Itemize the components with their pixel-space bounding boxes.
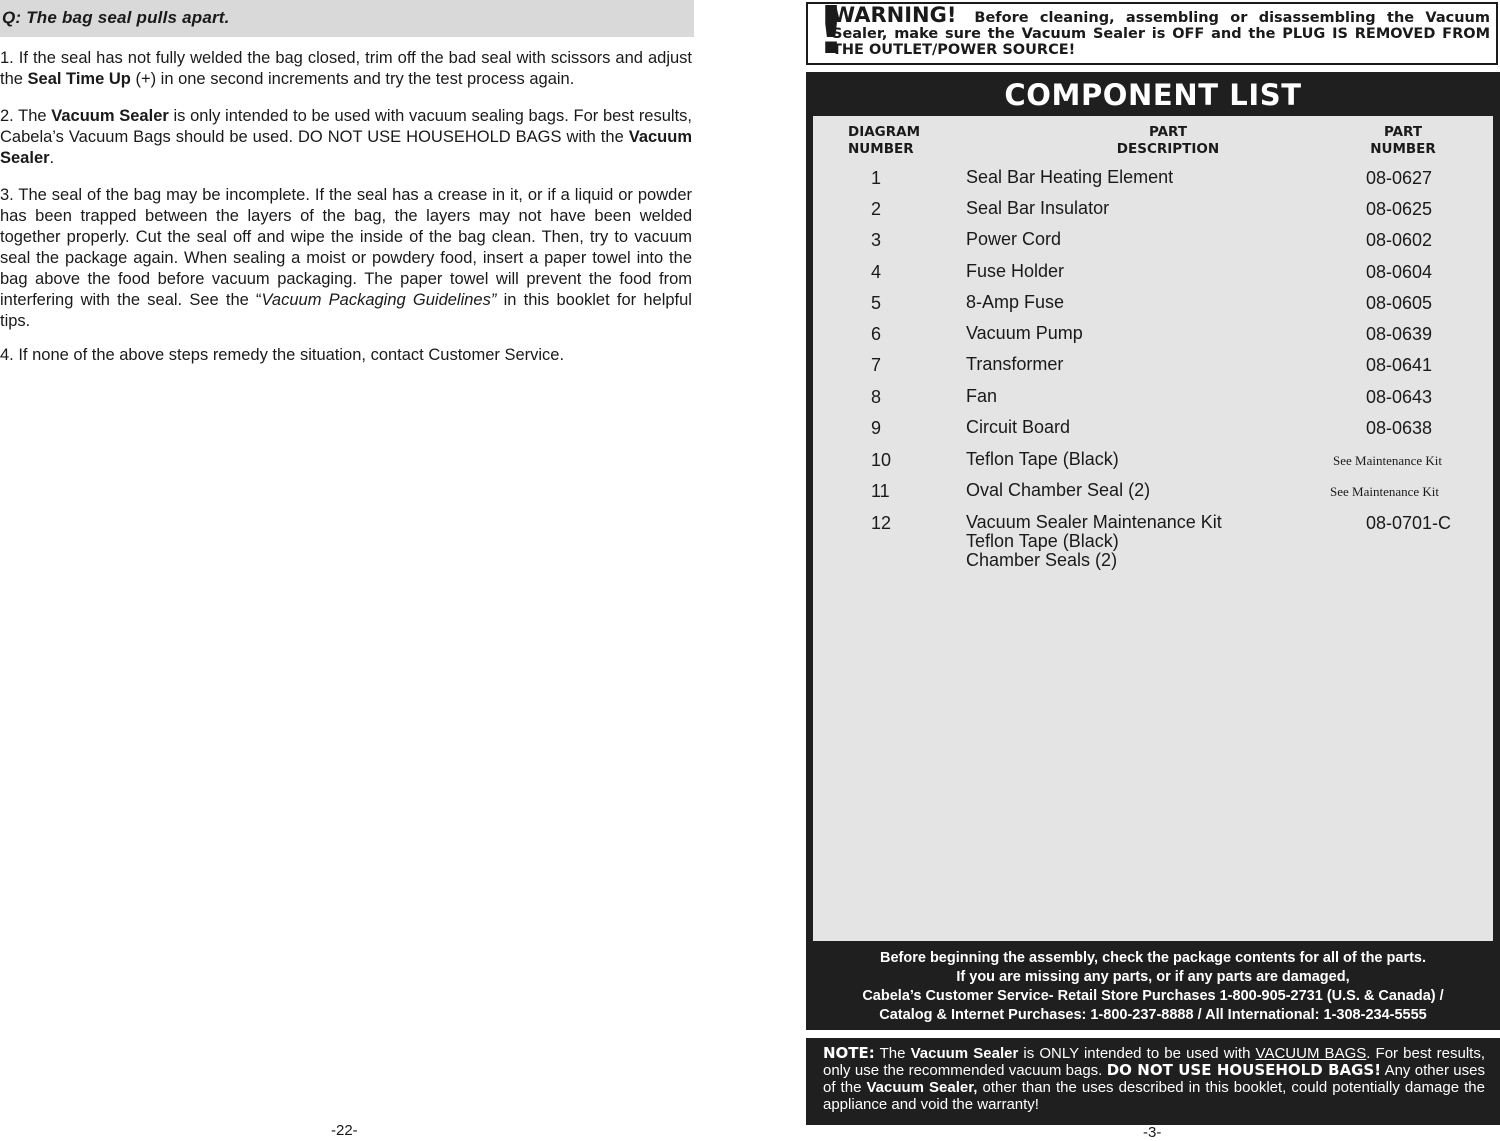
row-number: 6 bbox=[871, 324, 882, 344]
footer-line-4: Catalog & Internet Purchases: 1-800-237-8888 / All International: 1-308-234-5555 bbox=[879, 1007, 1427, 1023]
row-description: Vacuum Pump bbox=[966, 323, 1083, 343]
table-row bbox=[813, 512, 1493, 570]
p2-text-e: . bbox=[49, 149, 55, 167]
row-description-line2: Teflon Tape (Black) bbox=[966, 531, 1119, 551]
row-part-number: 08-0639 bbox=[1366, 324, 1433, 344]
paragraph-1 bbox=[0, 48, 692, 90]
row-description: Seal Bar Insulator bbox=[966, 198, 1110, 218]
component-table bbox=[813, 116, 1493, 941]
row-number: 8 bbox=[871, 387, 882, 407]
row-description: Fuse Holder bbox=[966, 261, 1065, 281]
p3-text-a: 3. The seal of the bag may be incomplete. If the seal has a crease in it, or if a liquid or powder has been trapped between the layers of the bag, the layers may not have been welded together properly. Cut the seal off and wipe the inside of the bag clean. Then, try to vacuum seal the package again. When sealing a moist or powdery food, insert a paper towel into the bag above the food before vacuum packaging. The paper towel will prevent the food from interfering with the seal. See the “ bbox=[0, 186, 692, 309]
row-description: Transformer bbox=[966, 354, 1064, 374]
row-part-number: 08-0602 bbox=[1366, 230, 1433, 250]
component-list-footer bbox=[806, 949, 1500, 1025]
table-row bbox=[813, 230, 1493, 250]
row-description: Oval Chamber Seal (2) bbox=[966, 480, 1151, 500]
row-number: 2 bbox=[871, 199, 882, 219]
header-part-line1: PART bbox=[1383, 124, 1423, 140]
header-diagram-line1: DIAGRAM bbox=[848, 124, 921, 140]
p2-text-c: is only intended to be used with vacuum sealing bags. For best results, Cabela’s Vacuum Bags should be used. DO NOT USE HOUSEHOLD BAGS with the bbox=[0, 107, 692, 146]
p2-bold-1: Vacuum Sealer bbox=[51, 107, 169, 125]
row-description: 8-Amp Fuse bbox=[966, 292, 1065, 312]
row-part-number: 08-0638 bbox=[1366, 418, 1433, 438]
note-t7: Any other uses of the bbox=[823, 1062, 1485, 1096]
row-part-number: See Maintenance Kit bbox=[1333, 453, 1443, 468]
row-part-number: 08-0643 bbox=[1366, 387, 1433, 407]
header-desc-line1: PART bbox=[1148, 124, 1188, 140]
component-list-title: COMPONENT LIST bbox=[1004, 78, 1302, 112]
row-part-number: 08-0641 bbox=[1366, 355, 1433, 375]
warning-box bbox=[806, 0, 1498, 69]
table-row bbox=[813, 355, 1493, 375]
exclamation-icon: ! bbox=[816, 0, 847, 69]
row-description-line1: Vacuum Sealer Maintenance Kit bbox=[966, 512, 1222, 532]
table-row bbox=[813, 324, 1493, 344]
note-t2: Vacuum Sealer bbox=[910, 1045, 1019, 1062]
p1-text-c: (+) in one second increments and try the test process again. bbox=[130, 70, 575, 88]
row-number: 10 bbox=[871, 450, 892, 470]
p3-text-c: in this booklet for helpful tips. bbox=[0, 291, 692, 330]
table-row bbox=[813, 262, 1493, 282]
footer-line-3: Cabela’s Customer Service- Retail Store Purchases 1-800-905-2731 (U.S. & Canada) / bbox=[862, 988, 1444, 1004]
table-row bbox=[813, 168, 1493, 188]
row-part-number: 08-0627 bbox=[1366, 168, 1433, 188]
row-part-number: 08-0605 bbox=[1366, 293, 1433, 313]
row-number: 12 bbox=[871, 513, 892, 533]
row-description: Power Cord bbox=[966, 229, 1062, 249]
row-number: 1 bbox=[871, 168, 882, 188]
note-t8: Vacuum Sealer, bbox=[866, 1079, 978, 1096]
paragraph-3 bbox=[0, 185, 692, 332]
question-banner bbox=[0, 0, 694, 37]
note-t5: . For best results, only use the recommended vacuum bags. bbox=[823, 1045, 1485, 1079]
row-description-line3: Chamber Seals (2) bbox=[966, 550, 1118, 570]
row-part-number: 08-0625 bbox=[1366, 199, 1433, 219]
row-number: 4 bbox=[871, 262, 882, 282]
note-label: NOTE: bbox=[823, 1044, 875, 1062]
warning-title: WARNING! bbox=[832, 3, 957, 27]
note-t3: is ONLY intended to be used with bbox=[1018, 1045, 1256, 1062]
row-description bbox=[966, 513, 1222, 570]
row-number: 11 bbox=[871, 481, 890, 501]
table-row bbox=[813, 418, 1493, 438]
table-row bbox=[813, 450, 1493, 470]
p1-bold: Seal Time Up bbox=[27, 70, 131, 88]
page-number-left: -22- bbox=[331, 1122, 358, 1139]
footer-line-2: If you are missing any parts, or if any parts are damaged, bbox=[956, 969, 1350, 985]
row-description: Circuit Board bbox=[966, 417, 1071, 437]
p2-text-a: 2. The bbox=[0, 107, 52, 125]
header-diagram-line2: NUMBER bbox=[848, 141, 914, 157]
row-description: Teflon Tape (Black) bbox=[966, 449, 1119, 469]
p3-italic: Vacuum Packaging Guidelines” bbox=[261, 291, 497, 309]
paragraph-2 bbox=[0, 106, 692, 169]
question-title: Q: The bag seal pulls apart. bbox=[2, 8, 230, 27]
warning-text bbox=[832, 3, 1490, 58]
note-box bbox=[806, 1038, 1500, 1125]
warning-body: Before cleaning, assembling or disassembling the Vacuum Sealer, make sure the Vacuum Sealer is OFF and the PLUG IS REMOVED FROM THE OUTLET/POWER SOURCE! bbox=[832, 10, 1490, 58]
row-number: 5 bbox=[871, 293, 882, 313]
page-number-right: -3- bbox=[1143, 1124, 1162, 1141]
table-row bbox=[813, 481, 1493, 501]
left-page bbox=[0, 0, 700, 1139]
row-part-number: See Maintenance Kit bbox=[1330, 484, 1440, 499]
row-number: 3 bbox=[871, 230, 882, 250]
footer-line-1: Before beginning the assembly, check the package contents for all of the parts. bbox=[879, 950, 1427, 966]
header-diagram-number bbox=[848, 124, 920, 158]
note-text bbox=[823, 1045, 1485, 1113]
header-part-line2: NUMBER bbox=[1370, 141, 1436, 157]
note-t9: other than the uses described in this booklet, could potentially damage the appliance and void the warranty! bbox=[823, 1079, 1485, 1113]
paragraph-4: 4. If none of the above steps remedy the situation, contact Customer Service. bbox=[0, 346, 565, 364]
row-number: 7 bbox=[871, 355, 882, 375]
note-t4: VACUUM BAGS bbox=[1255, 1045, 1367, 1062]
table-row bbox=[813, 293, 1493, 313]
note-t1: The bbox=[874, 1045, 911, 1062]
header-part-number bbox=[1358, 124, 1448, 158]
note-t6: DO NOT USE HOUSEHOLD BAGS! bbox=[1106, 1061, 1382, 1079]
p2-bold-2: Vacuum Sealer bbox=[0, 128, 692, 167]
row-description: Seal Bar Heating Element bbox=[966, 167, 1174, 187]
row-part-number: 08-0604 bbox=[1366, 262, 1433, 282]
component-list-panel bbox=[806, 72, 1500, 1030]
p1-text-a: 1. If the seal has not fully welded the bag closed, trim off the bad seal with scissors and adjust the bbox=[0, 49, 692, 88]
header-desc-line2: DESCRIPTION bbox=[1116, 141, 1220, 157]
row-description: Fan bbox=[966, 386, 998, 406]
table-row bbox=[813, 199, 1493, 219]
table-row bbox=[813, 387, 1493, 407]
row-number: 9 bbox=[871, 418, 882, 438]
header-part-description bbox=[1103, 124, 1233, 158]
row-part-number: 08-0701-C bbox=[1366, 513, 1452, 533]
